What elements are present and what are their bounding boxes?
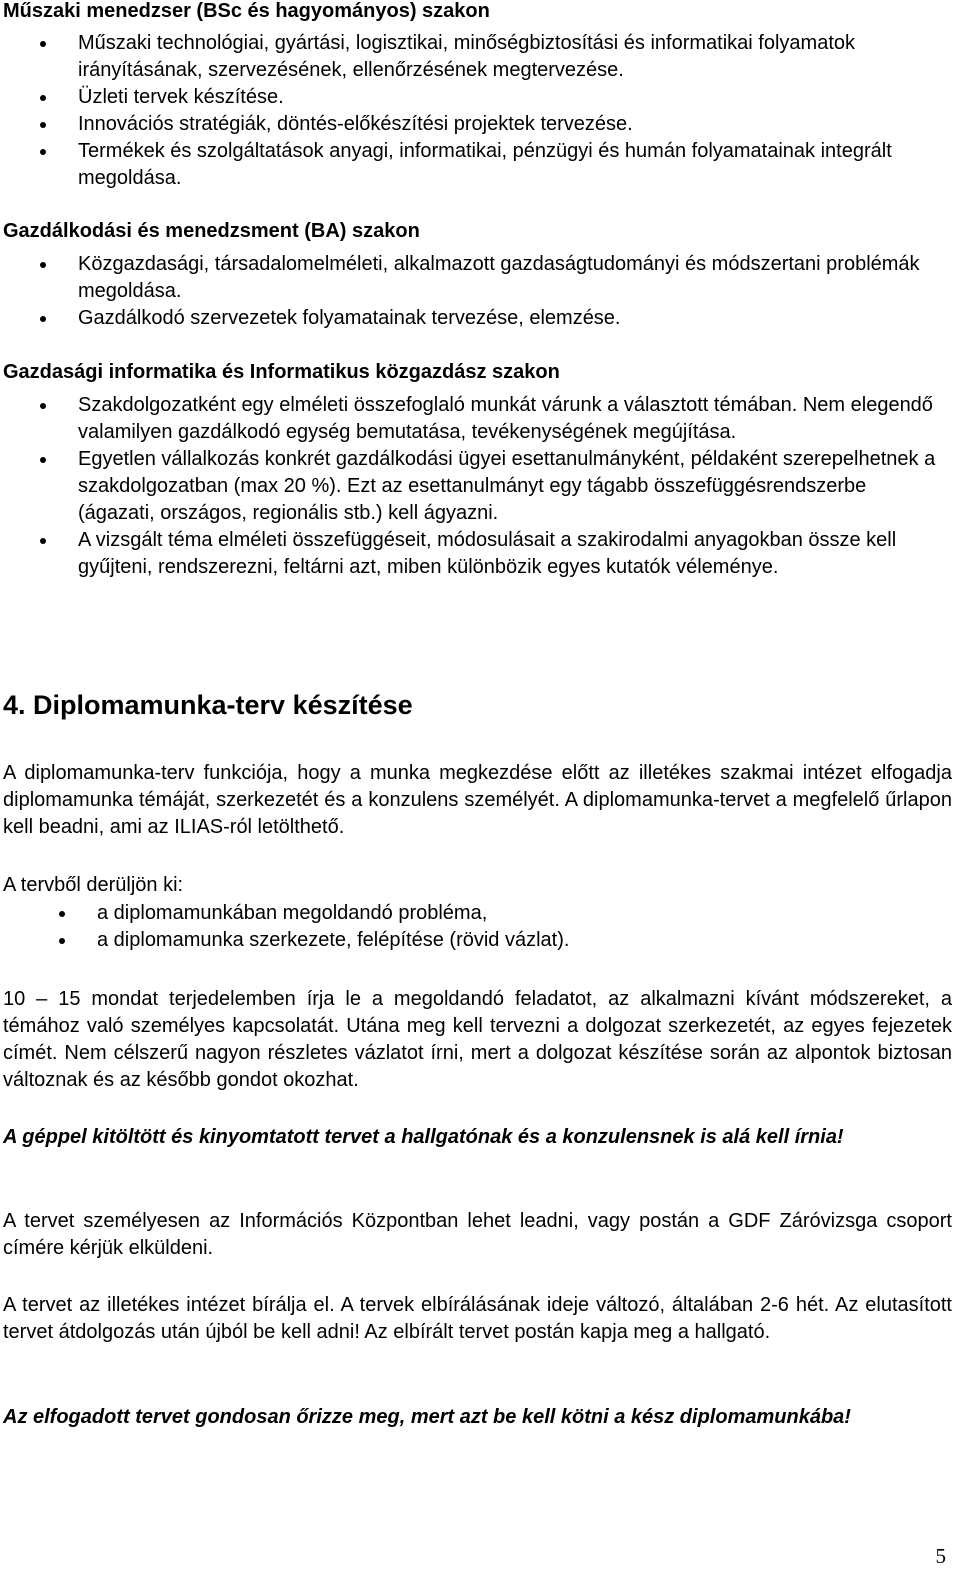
bullet-list-plan bbox=[97, 900, 957, 954]
bullet-list-muszaki bbox=[78, 30, 958, 192]
list-item: Közgazdasági, társadalomelméleti, alkalmazott gazdaságtudományi és módszertani problémák megoldása. bbox=[78, 251, 958, 305]
signature-note: A géppel kitöltött és kinyomtatott tervet a hallgatónak és a konzulensnek is alá kell írnia! bbox=[3, 1126, 844, 1148]
submission-paragraph: A tervet személyesen az Információs Központban lehet leadni, vagy postán a GDF Záróvizsga csoport címére kérjük elküldeni. bbox=[3, 1210, 952, 1259]
page-number: 5 bbox=[935, 1544, 946, 1568]
section-heading-informatika: Gazdasági informatika és Informatikus közgazdász szakon bbox=[3, 361, 560, 383]
bullet-list-informatika bbox=[78, 392, 938, 581]
list-item: Gazdálkodó szervezetek folyamatainak tervezése, elemzése. bbox=[78, 305, 958, 332]
list-item: Szakdolgozatként egy elméleti összefoglaló munkát várunk a választott témában. Nem elegendő valamilyen gazdálkodó egység bemutatása, tevékenységének megújítása. bbox=[78, 392, 938, 446]
section-heading-muszaki: Műszaki menedzser (BSc és hagyományos) szakon bbox=[3, 0, 490, 22]
length-paragraph: 10 – 15 mondat terjedelemben írja le a megoldandó feladatot, az alkalmazni kívánt módszereket, a témához való személyes kapcsolatát. Utána meg kell tervezni a dolgozat szerkezetét, az egyes fejezetek címét. Nem célszerű nagyon részletes vázlatot írni, mert a dolgozat készítése során az alpontok biztosan változnak és az később gondot okozhat. bbox=[3, 988, 952, 1091]
chapter-title: 4. Diplomamunka-terv készítése bbox=[3, 690, 413, 720]
bullet-list-gazdalkodasi bbox=[78, 251, 958, 332]
list-item: a diplomamunkában megoldandó probléma, bbox=[97, 900, 957, 927]
list-item: Egyetlen vállalkozás konkrét gazdálkodási ügyei esettanulmányként, példaként szerepelhetnek a szakdolgozatban (max 20 %). Ezt az esettanulmányt egy tágabb összefüggésrendszerbe (ágazati, országos, regionális stb.) kell ágyazni. bbox=[78, 446, 938, 527]
list-item: A vizsgált téma elméleti összefüggéseit, módosulásait a szakirodalmi anyagokban össze kell gyűjteni, rendszerezni, feltárni azt, miben különbözik egyes kutatók véleménye. bbox=[78, 527, 938, 581]
section-heading-gazdalkodasi: Gazdálkodási és menedzsment (BA) szakon bbox=[3, 220, 420, 242]
review-paragraph: A tervet az illetékes intézet bírálja el. A tervek elbírálásának ideje változó, általában 2-6 hét. Az elutasított tervet átdolgozás után újból be kell adni! Az elbírált tervet postán kapja meg a hallgató. bbox=[3, 1294, 952, 1343]
list-item: a diplomamunka szerkezete, felépítése (rövid vázlat). bbox=[97, 927, 957, 954]
keep-plan-note: Az elfogadott tervet gondosan őrizze meg, mert azt be kell kötni a kész diplomamunkába! bbox=[3, 1406, 851, 1428]
list-item: Műszaki technológiai, gyártási, logisztikai, minőségbiztosítási és informatikai folyamatok irányításának, szervezésének, ellenőrzésének megtervezése. bbox=[78, 30, 958, 84]
intro-paragraph: A diplomamunka-terv funkciója, hogy a munka megkezdése előtt az illetékes szakmai intézet elfogadja diplomamunka témáját, szerkezetét és a konzulens személyét. A diplomamunka-tervet a megfelelő űrlapon kell beadni, ami az ILIAS-ról letölthető. bbox=[3, 762, 952, 838]
list-item: Üzleti tervek készítése. bbox=[78, 84, 958, 111]
list-item: Termékek és szolgáltatások anyagi, informatikai, pénzügyi és humán folyamatainak integrált megoldása. bbox=[78, 138, 958, 192]
list-item: Innovációs stratégiák, döntés-előkészítési projektek tervezése. bbox=[78, 111, 958, 138]
list-lead: A tervből derüljön ki: bbox=[3, 874, 184, 896]
